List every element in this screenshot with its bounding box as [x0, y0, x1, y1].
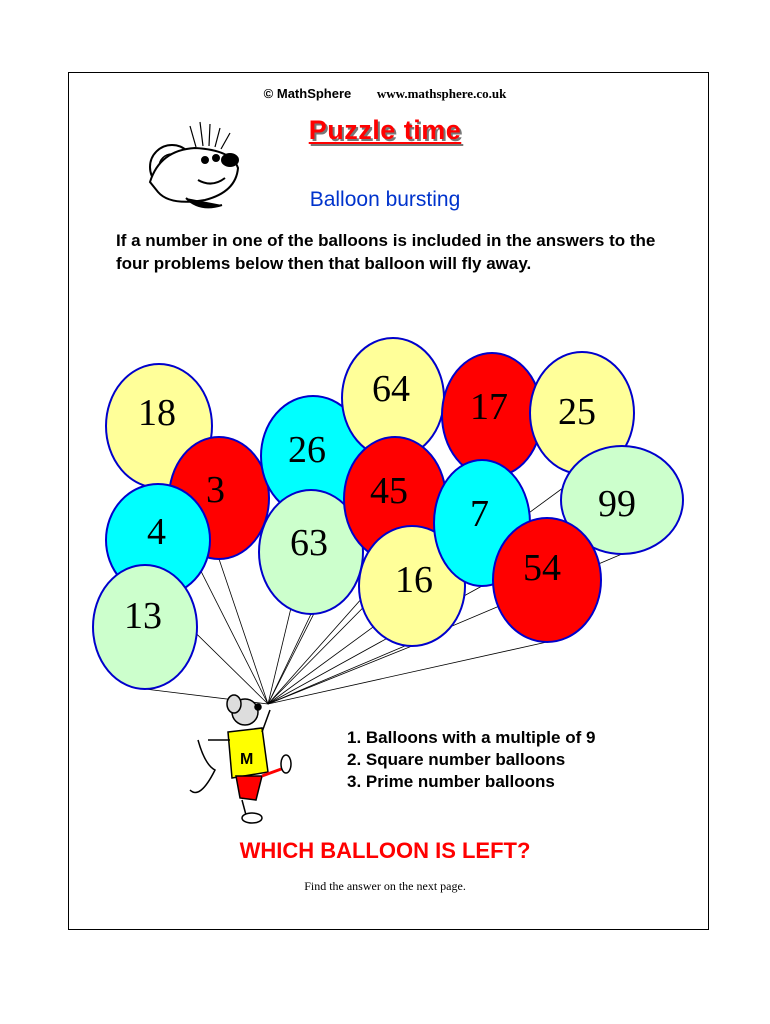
balloon-17 [442, 353, 542, 477]
balloon-number: 25 [558, 391, 596, 433]
brand-text: © MathSphere [263, 86, 352, 101]
balloon-number: 99 [598, 483, 636, 525]
balloon-13 [93, 565, 197, 689]
balloon-number: 64 [372, 368, 410, 410]
website-link[interactable]: www.mathsphere.co.uk [376, 86, 507, 101]
balloon-number: 13 [124, 595, 162, 637]
balloon-54 [493, 518, 601, 642]
balloon-number: 3 [206, 469, 225, 511]
problem-list [347, 727, 595, 793]
question-text: WHICH BALLOON IS LEFT? [239, 838, 531, 863]
balloon-number: 7 [470, 493, 489, 535]
balloon-number: 4 [147, 511, 166, 553]
balloon-number: 26 [288, 429, 326, 471]
problem-item: 3. Prime number balloons [347, 772, 555, 791]
balloon-group [93, 338, 683, 689]
balloon-number: 63 [290, 522, 328, 564]
balloon-string [268, 646, 412, 704]
balloon-string [219, 559, 268, 704]
page-title: Puzzle time [308, 115, 462, 145]
problem-item: 1. Balloons with a multiple of 9 [347, 728, 596, 747]
running-mouse-icon [190, 695, 291, 823]
balloon-number: 54 [523, 547, 561, 589]
balloon-number: 45 [370, 470, 408, 512]
problem-item: 2. Square number balloons [347, 750, 566, 769]
mouse-head-icon [150, 122, 238, 207]
page-subtitle: Balloon bursting [309, 188, 461, 211]
balloon-number: 18 [138, 392, 176, 434]
footnote-text: Find the answer on the next page. [304, 879, 466, 893]
mascot-shirt-letter: M [240, 751, 254, 768]
balloon-number: 17 [470, 386, 508, 428]
intro-text: If a number in one of the balloons is included in the answers to the four problems below then that balloon will fly away. [116, 231, 656, 273]
balloon-number: 16 [395, 559, 433, 601]
